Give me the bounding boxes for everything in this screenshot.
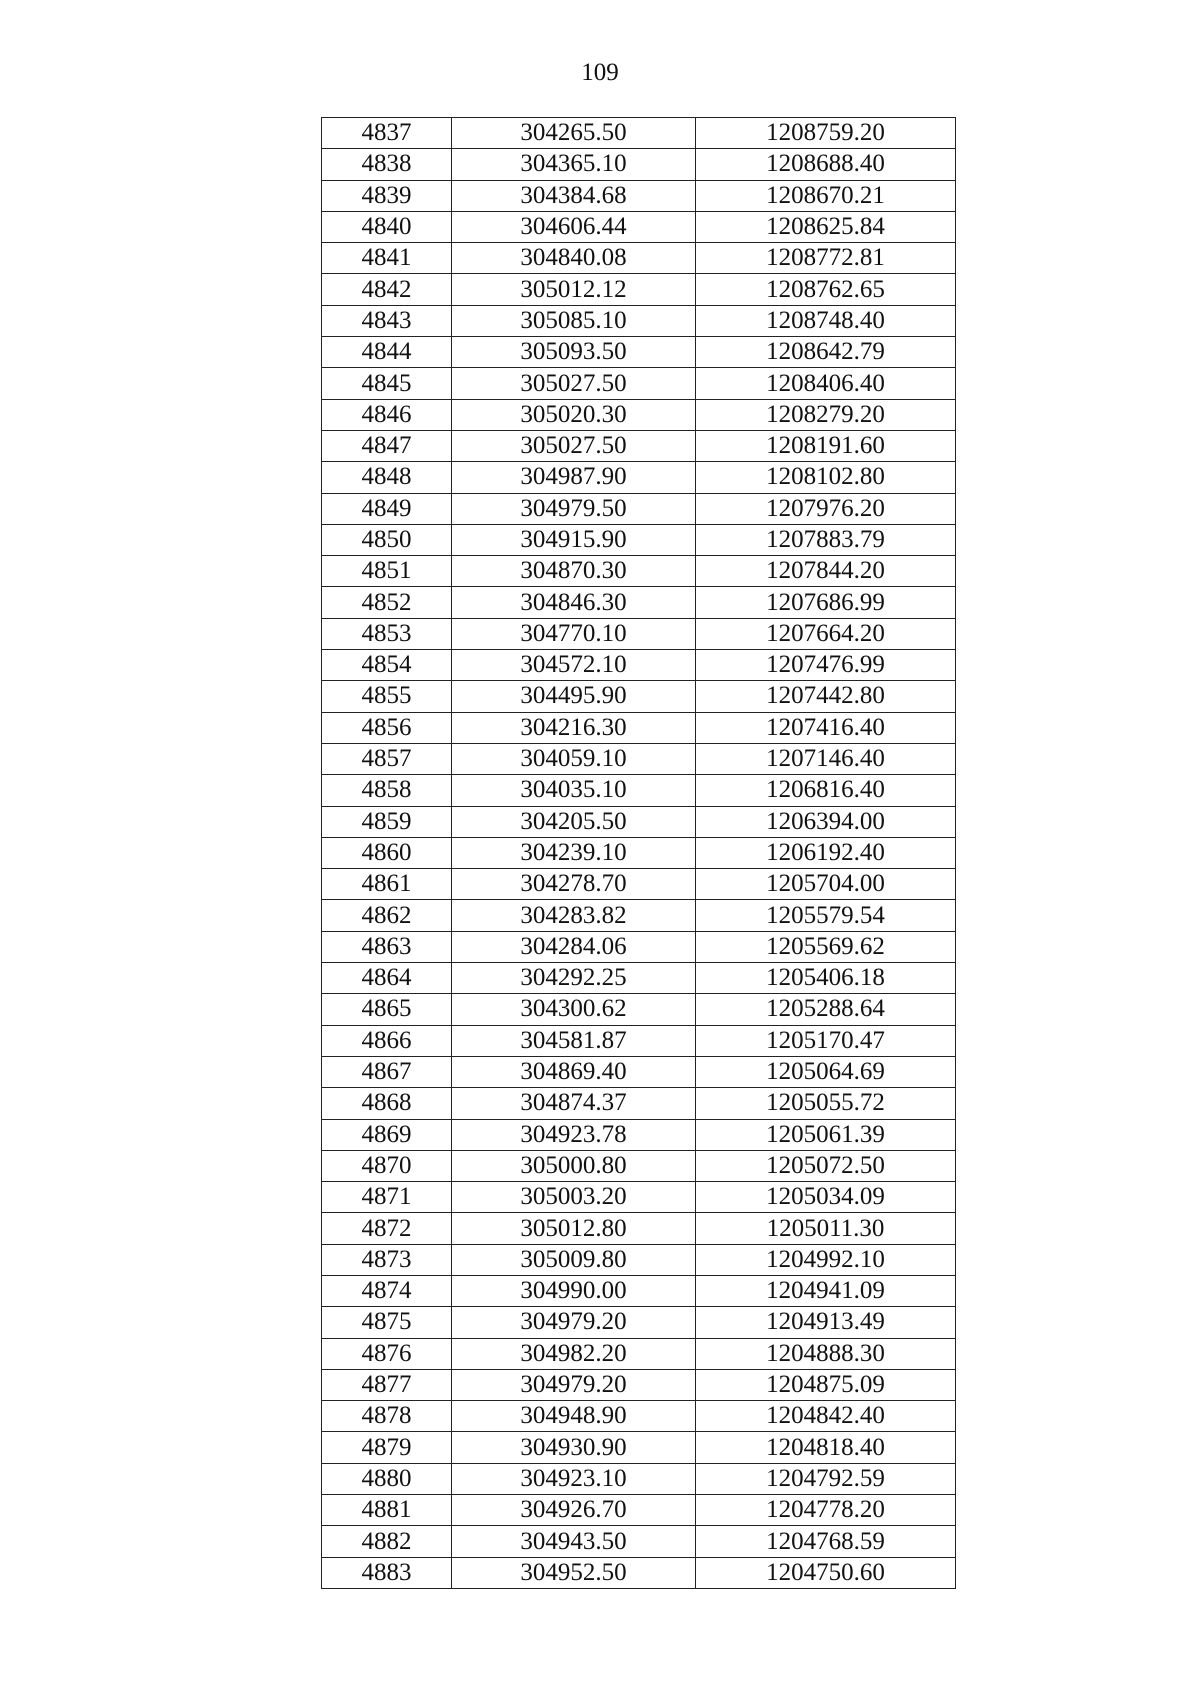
- x-coordinate-cell: 304979.50: [452, 493, 696, 524]
- x-coordinate-cell: 304870.30: [452, 556, 696, 587]
- table-row: [322, 1275, 956, 1306]
- y-coordinate-cell: 1208279.20: [696, 399, 956, 430]
- table-row: [322, 430, 956, 461]
- x-coordinate-cell: 304384.68: [452, 180, 696, 211]
- point-number-cell: 4850: [322, 524, 452, 555]
- table-row: [322, 837, 956, 868]
- page-number: 109: [581, 59, 619, 86]
- table-row: [322, 399, 956, 430]
- table-row: [322, 1056, 956, 1087]
- x-coordinate-cell: 304265.50: [452, 118, 696, 149]
- table-row: [322, 1338, 956, 1369]
- y-coordinate-cell: 1205579.54: [696, 900, 956, 931]
- table-row: [322, 681, 956, 712]
- table-row: [322, 743, 956, 774]
- table-row: [322, 587, 956, 618]
- x-coordinate-cell: 304846.30: [452, 587, 696, 618]
- y-coordinate-cell: 1206192.40: [696, 837, 956, 868]
- point-number-cell: 4883: [322, 1557, 452, 1588]
- y-coordinate-cell: 1207442.80: [696, 681, 956, 712]
- point-number-cell: 4851: [322, 556, 452, 587]
- point-number-cell: 4863: [322, 931, 452, 962]
- y-coordinate-cell: 1207664.20: [696, 618, 956, 649]
- y-coordinate-cell: 1208759.20: [696, 118, 956, 149]
- y-coordinate-cell: 1208191.60: [696, 430, 956, 461]
- x-coordinate-cell: 304926.70: [452, 1495, 696, 1526]
- x-coordinate-cell: 305012.80: [452, 1213, 696, 1244]
- y-coordinate-cell: 1204888.30: [696, 1338, 956, 1369]
- x-coordinate-cell: 304059.10: [452, 743, 696, 774]
- table-row: [322, 556, 956, 587]
- table-row: [322, 775, 956, 806]
- table-row: [322, 493, 956, 524]
- y-coordinate-cell: 1205034.09: [696, 1182, 956, 1213]
- y-coordinate-cell: 1204818.40: [696, 1432, 956, 1463]
- x-coordinate-cell: 304365.10: [452, 149, 696, 180]
- x-coordinate-cell: 305093.50: [452, 337, 696, 368]
- x-coordinate-cell: 304979.20: [452, 1369, 696, 1400]
- point-number-cell: 4848: [322, 462, 452, 493]
- y-coordinate-cell: 1205055.72: [696, 1088, 956, 1119]
- coordinate-table: [321, 117, 956, 1589]
- table-row: [322, 1401, 956, 1432]
- point-number-cell: 4837: [322, 118, 452, 149]
- point-number-cell: 4839: [322, 180, 452, 211]
- y-coordinate-cell: 1208748.40: [696, 305, 956, 336]
- table-row: [322, 900, 956, 931]
- table-row: [322, 931, 956, 962]
- y-coordinate-cell: 1207844.20: [696, 556, 956, 587]
- point-number-cell: 4881: [322, 1495, 452, 1526]
- y-coordinate-cell: 1205288.64: [696, 994, 956, 1025]
- point-number-cell: 4879: [322, 1432, 452, 1463]
- table-row: [322, 1369, 956, 1400]
- table-row: [322, 1025, 956, 1056]
- x-coordinate-cell: 305027.50: [452, 430, 696, 461]
- point-number-cell: 4855: [322, 681, 452, 712]
- y-coordinate-cell: 1205406.18: [696, 963, 956, 994]
- x-coordinate-cell: 304284.06: [452, 931, 696, 962]
- y-coordinate-cell: 1207476.99: [696, 650, 956, 681]
- point-number-cell: 4859: [322, 806, 452, 837]
- y-coordinate-cell: 1204778.20: [696, 1495, 956, 1526]
- table-row: [322, 1119, 956, 1150]
- table-row: [322, 650, 956, 681]
- point-number-cell: 4844: [322, 337, 452, 368]
- table-row: [322, 712, 956, 743]
- table-row: [322, 1150, 956, 1181]
- table-row: [322, 963, 956, 994]
- point-number-cell: 4847: [322, 430, 452, 461]
- y-coordinate-cell: 1205064.69: [696, 1056, 956, 1087]
- table-row: [322, 274, 956, 305]
- table-row: [322, 618, 956, 649]
- point-number-cell: 4876: [322, 1338, 452, 1369]
- point-number-cell: 4875: [322, 1307, 452, 1338]
- point-number-cell: 4858: [322, 775, 452, 806]
- y-coordinate-cell: 1208670.21: [696, 180, 956, 211]
- x-coordinate-cell: 304572.10: [452, 650, 696, 681]
- point-number-cell: 4856: [322, 712, 452, 743]
- x-coordinate-cell: 305009.80: [452, 1244, 696, 1275]
- y-coordinate-cell: 1207146.40: [696, 743, 956, 774]
- y-coordinate-cell: 1205170.47: [696, 1025, 956, 1056]
- y-coordinate-cell: 1204768.59: [696, 1526, 956, 1557]
- y-coordinate-cell: 1208688.40: [696, 149, 956, 180]
- y-coordinate-cell: 1208772.81: [696, 243, 956, 274]
- point-number-cell: 4878: [322, 1401, 452, 1432]
- x-coordinate-cell: 304216.30: [452, 712, 696, 743]
- y-coordinate-cell: 1204792.59: [696, 1463, 956, 1494]
- y-coordinate-cell: 1204750.60: [696, 1557, 956, 1588]
- point-number-cell: 4882: [322, 1526, 452, 1557]
- table-row: [322, 149, 956, 180]
- table-row: [322, 1307, 956, 1338]
- point-number-cell: 4852: [322, 587, 452, 618]
- y-coordinate-cell: 1205072.50: [696, 1150, 956, 1181]
- point-number-cell: 4866: [322, 1025, 452, 1056]
- coordinate-table-body: [322, 118, 956, 1589]
- point-number-cell: 4854: [322, 650, 452, 681]
- point-number-cell: 4845: [322, 368, 452, 399]
- x-coordinate-cell: 304982.20: [452, 1338, 696, 1369]
- table-row: [322, 1557, 956, 1588]
- y-coordinate-cell: 1205569.62: [696, 931, 956, 962]
- x-coordinate-cell: 305020.30: [452, 399, 696, 430]
- x-coordinate-cell: 305000.80: [452, 1150, 696, 1181]
- y-coordinate-cell: 1204875.09: [696, 1369, 956, 1400]
- table-row: [322, 994, 956, 1025]
- table-row: [322, 305, 956, 336]
- x-coordinate-cell: 304990.00: [452, 1275, 696, 1306]
- y-coordinate-cell: 1206394.00: [696, 806, 956, 837]
- x-coordinate-cell: 304979.20: [452, 1307, 696, 1338]
- point-number-cell: 4838: [322, 149, 452, 180]
- x-coordinate-cell: 305003.20: [452, 1182, 696, 1213]
- table-row: [322, 211, 956, 242]
- x-coordinate-cell: 304987.90: [452, 462, 696, 493]
- point-number-cell: 4853: [322, 618, 452, 649]
- x-coordinate-cell: 304948.90: [452, 1401, 696, 1432]
- point-number-cell: 4857: [322, 743, 452, 774]
- point-number-cell: 4872: [322, 1213, 452, 1244]
- x-coordinate-cell: 304943.50: [452, 1526, 696, 1557]
- y-coordinate-cell: 1208762.65: [696, 274, 956, 305]
- table-row: [322, 1463, 956, 1494]
- table-row: [322, 524, 956, 555]
- x-coordinate-cell: 304283.82: [452, 900, 696, 931]
- point-number-cell: 4870: [322, 1150, 452, 1181]
- x-coordinate-cell: 305027.50: [452, 368, 696, 399]
- y-coordinate-cell: 1208102.80: [696, 462, 956, 493]
- x-coordinate-cell: 304770.10: [452, 618, 696, 649]
- y-coordinate-cell: 1208625.84: [696, 211, 956, 242]
- x-coordinate-cell: 304952.50: [452, 1557, 696, 1588]
- table-row: [322, 118, 956, 149]
- table-row: [322, 806, 956, 837]
- table-row: [322, 1244, 956, 1275]
- point-number-cell: 4864: [322, 963, 452, 994]
- x-coordinate-cell: 305012.12: [452, 274, 696, 305]
- y-coordinate-cell: 1205704.00: [696, 869, 956, 900]
- x-coordinate-cell: 304915.90: [452, 524, 696, 555]
- table-row: [322, 1526, 956, 1557]
- y-coordinate-cell: 1205061.39: [696, 1119, 956, 1150]
- point-number-cell: 4843: [322, 305, 452, 336]
- y-coordinate-cell: 1204842.40: [696, 1401, 956, 1432]
- y-coordinate-cell: 1204941.09: [696, 1275, 956, 1306]
- x-coordinate-cell: 304930.90: [452, 1432, 696, 1463]
- point-number-cell: 4861: [322, 869, 452, 900]
- point-number-cell: 4873: [322, 1244, 452, 1275]
- table-row: [322, 337, 956, 368]
- point-number-cell: 4874: [322, 1275, 452, 1306]
- point-number-cell: 4862: [322, 900, 452, 931]
- x-coordinate-cell: 305085.10: [452, 305, 696, 336]
- table-row: [322, 1182, 956, 1213]
- point-number-cell: 4840: [322, 211, 452, 242]
- point-number-cell: 4868: [322, 1088, 452, 1119]
- y-coordinate-cell: 1205011.30: [696, 1213, 956, 1244]
- y-coordinate-cell: 1207883.79: [696, 524, 956, 555]
- point-number-cell: 4841: [322, 243, 452, 274]
- x-coordinate-cell: 304292.25: [452, 963, 696, 994]
- table-row: [322, 1088, 956, 1119]
- table-row: [322, 869, 956, 900]
- point-number-cell: 4860: [322, 837, 452, 868]
- x-coordinate-cell: 304581.87: [452, 1025, 696, 1056]
- x-coordinate-cell: 304840.08: [452, 243, 696, 274]
- x-coordinate-cell: 304874.37: [452, 1088, 696, 1119]
- x-coordinate-cell: 304869.40: [452, 1056, 696, 1087]
- y-coordinate-cell: 1207416.40: [696, 712, 956, 743]
- point-number-cell: 4846: [322, 399, 452, 430]
- x-coordinate-cell: 304923.78: [452, 1119, 696, 1150]
- y-coordinate-cell: 1208642.79: [696, 337, 956, 368]
- x-coordinate-cell: 304035.10: [452, 775, 696, 806]
- point-number-cell: 4865: [322, 994, 452, 1025]
- x-coordinate-cell: 304239.10: [452, 837, 696, 868]
- y-coordinate-cell: 1206816.40: [696, 775, 956, 806]
- point-number-cell: 4842: [322, 274, 452, 305]
- point-number-cell: 4877: [322, 1369, 452, 1400]
- x-coordinate-cell: 304300.62: [452, 994, 696, 1025]
- table-row: [322, 1432, 956, 1463]
- point-number-cell: 4867: [322, 1056, 452, 1087]
- table-row: [322, 1213, 956, 1244]
- table-row: [322, 243, 956, 274]
- table-row: [322, 368, 956, 399]
- x-coordinate-cell: 304205.50: [452, 806, 696, 837]
- point-number-cell: 4849: [322, 493, 452, 524]
- x-coordinate-cell: 304606.44: [452, 211, 696, 242]
- point-number-cell: 4869: [322, 1119, 452, 1150]
- y-coordinate-cell: 1207686.99: [696, 587, 956, 618]
- y-coordinate-cell: 1207976.20: [696, 493, 956, 524]
- y-coordinate-cell: 1204992.10: [696, 1244, 956, 1275]
- table-row: [322, 180, 956, 211]
- table-row: [322, 462, 956, 493]
- table-row: [322, 1495, 956, 1526]
- x-coordinate-cell: 304923.10: [452, 1463, 696, 1494]
- point-number-cell: 4871: [322, 1182, 452, 1213]
- y-coordinate-cell: 1208406.40: [696, 368, 956, 399]
- x-coordinate-cell: 304278.70: [452, 869, 696, 900]
- point-number-cell: 4880: [322, 1463, 452, 1494]
- y-coordinate-cell: 1204913.49: [696, 1307, 956, 1338]
- x-coordinate-cell: 304495.90: [452, 681, 696, 712]
